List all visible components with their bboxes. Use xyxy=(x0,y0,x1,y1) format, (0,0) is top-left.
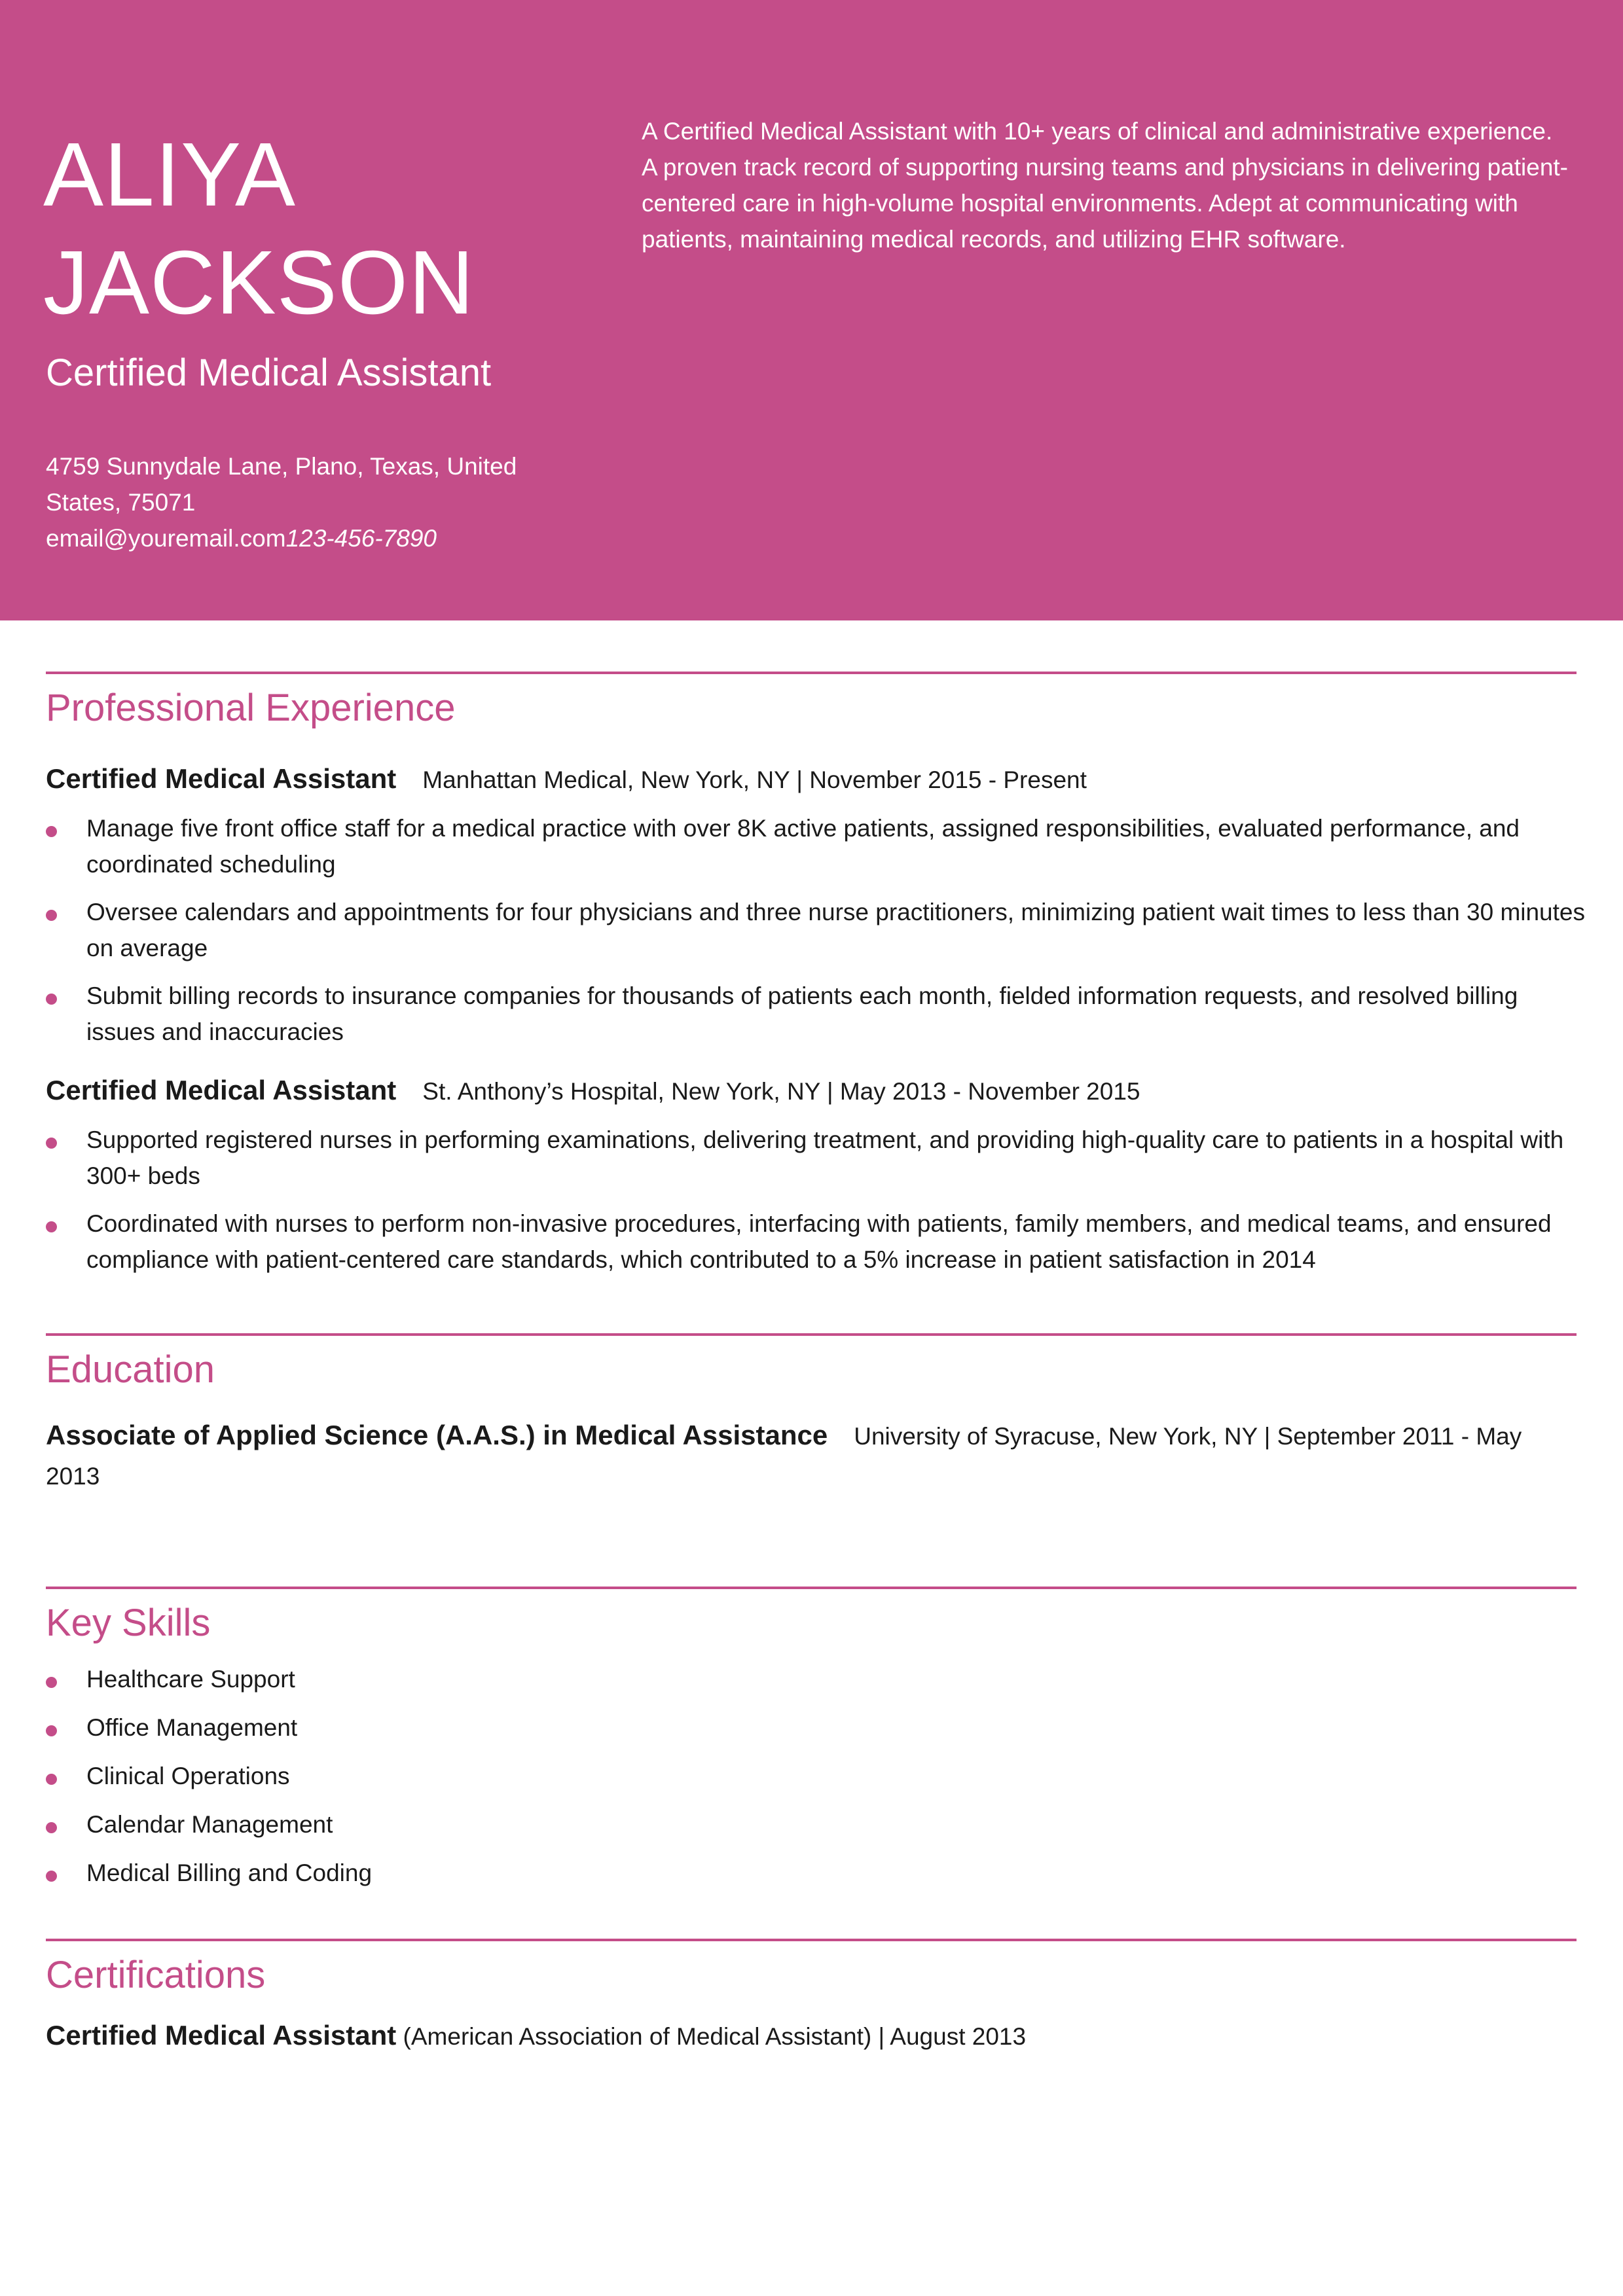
section-title-experience: Professional Experience xyxy=(46,687,456,729)
bullet-icon xyxy=(46,994,57,1005)
job-bullets xyxy=(46,810,1585,1050)
job-role: Certified Medical Assistant xyxy=(46,1075,397,1105)
job-role: Certified Medical Assistant xyxy=(46,763,397,794)
bullet-icon xyxy=(46,826,57,837)
skills-list xyxy=(46,1661,1577,1891)
section-title-education: Education xyxy=(46,1348,215,1391)
list-item: Oversee calendars and appointments for four physicians and three nurse practitioners, minimizing patient wait times to less than 30 minutes on average xyxy=(46,894,1591,966)
phone: 123-456-7890 xyxy=(285,525,437,552)
list-item: Submit billing records to insurance companies for thousands of patients each month, fielded information requests, and resolved billing issues and inaccuracies xyxy=(46,978,1591,1050)
experience-section xyxy=(46,672,1585,1278)
address: 4759 Sunnydale Lane, Plano, Texas, United States, 75071 xyxy=(46,453,517,516)
list-item: Supported registered nurses in performing examinations, delivering treatment, and providing high-quality care to patients in a hospital with 300+ beds xyxy=(46,1122,1591,1194)
list-item: Manage five front office staff for a medical practice with over 8K active patients, assigned responsibilities, evaluated performance, and coordinated scheduling xyxy=(46,810,1591,882)
section-divider xyxy=(46,1939,1577,1941)
bullet-icon xyxy=(46,1822,57,1833)
certification-name: Certified Medical Assistant xyxy=(46,2020,397,2051)
first-name: ALIYA xyxy=(43,124,296,225)
skill-item: Office Management xyxy=(46,1710,1591,1746)
skills-section xyxy=(46,1587,1577,1891)
section-divider xyxy=(46,1333,1577,1336)
last-name: JACKSON xyxy=(43,232,475,333)
professional-summary: A Certified Medical Assistant with 10+ years of clinical and administrative experience. A proven track record of supporting nursing teams and physicians in delivering patient-centered care in high-volume hospital environments. Adept at communicating with patients, maintaining medical records, and utilizing EHR software. xyxy=(642,118,1568,253)
skill-item: Calendar Management xyxy=(46,1806,1591,1842)
bullet-icon xyxy=(46,1871,57,1882)
school-meta: University of Syracuse, New York, NY | September 2011 - May 2013 xyxy=(46,1423,1522,1490)
email: email@youremail.com xyxy=(46,525,286,552)
list-item: Coordinated with nurses to perform non-invasive procedures, interfacing with patients, family members, and medical teams, and ensured compliance with patient-centered care standards, which contributed to a 5% increase in patient satisfaction in 2014 xyxy=(46,1206,1591,1278)
job-bullets xyxy=(46,1122,1577,1278)
skill-item: Clinical Operations xyxy=(46,1758,1591,1794)
certification-entry xyxy=(46,2017,1577,2055)
section-divider xyxy=(46,672,1577,674)
section-title-certifications: Certifications xyxy=(46,1954,266,1996)
skill-item: Healthcare Support xyxy=(46,1661,1591,1697)
bullet-icon xyxy=(46,910,57,921)
bullet-icon xyxy=(46,1221,57,1232)
section-divider xyxy=(46,1587,1577,1589)
contact-info xyxy=(46,448,543,556)
degree: Associate of Applied Science (A.A.S.) in Medical Assistance xyxy=(46,1420,828,1450)
job-title: Certified Medical Assistant xyxy=(46,351,492,394)
section-title-skills: Key Skills xyxy=(46,1602,211,1644)
bullet-icon xyxy=(46,1138,57,1149)
certifications-section xyxy=(46,1939,1577,2055)
bullet-icon xyxy=(46,1725,57,1736)
skill-item: Medical Billing and Coding xyxy=(46,1855,1591,1891)
job-meta: Manhattan Medical, New York, NY | November 2015 - Present xyxy=(422,766,1087,793)
education-section xyxy=(46,1333,1577,1496)
job-meta: St. Anthony’s Hospital, New York, NY | May 2013 - November 2015 xyxy=(422,1078,1140,1105)
job-header xyxy=(46,761,1577,798)
candidate-name xyxy=(43,121,475,337)
job-header xyxy=(46,1072,1577,1110)
resume-header xyxy=(0,0,1623,620)
education-entry xyxy=(46,1416,1552,1496)
bullet-icon xyxy=(46,1774,57,1785)
bullet-icon xyxy=(46,1677,57,1688)
certification-detail: (American Association of Medical Assistant) | August 2013 xyxy=(396,2023,1027,2050)
